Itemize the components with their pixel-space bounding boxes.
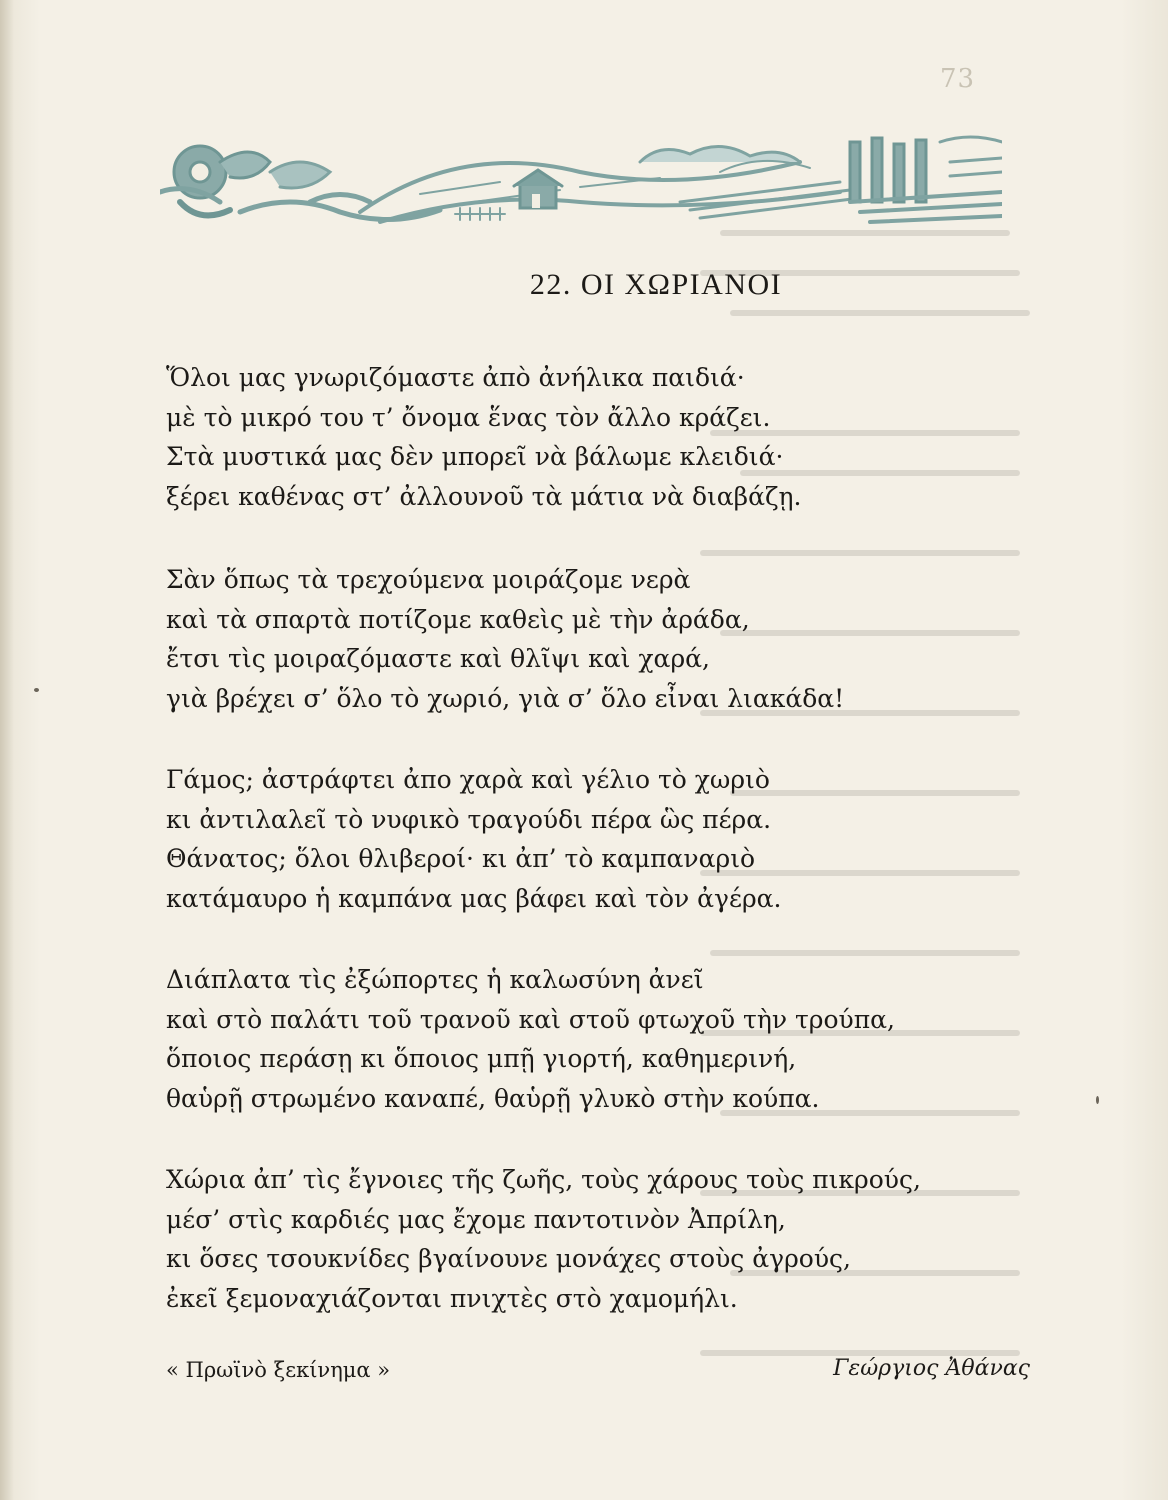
stanza-2 [166, 560, 1046, 718]
spine-shadow [0, 0, 14, 1500]
verse-line: κι ἀντιλαλεῖ τὸ νυφικὸ τραγούδι πέρα ὣς πέρα. [166, 804, 772, 834]
stanza-3 [166, 760, 1046, 918]
stanza-4 [166, 960, 1046, 1118]
verse-line: Ὅλοι μας γνωριζόμαστε ἀπὸ ἀνήλικα παιδιά· [166, 363, 745, 392]
stanza-5 [166, 1160, 1046, 1318]
stanza-1 [166, 358, 1046, 516]
verse-line: κατάμαυρο ἡ καμπάνα μας βάφει καὶ τὸν ἀγέρα. [166, 883, 782, 913]
verse-line: Σὰν ὅπως τὰ τρεχούμενα μοιράζομε νερὰ [166, 565, 691, 594]
landscape-vignette-icon [160, 132, 1002, 228]
verse-line: Στὰ μυστικά μας δὲν μπορεῖ νὰ βάλωμε κλειδιά· [166, 442, 784, 471]
verse-line: καὶ στὸ παλάτι τοῦ τρανοῦ καὶ στοῦ φτωχοῦ τὴν τρούπα, [166, 1004, 896, 1034]
verse-line: ὅποιος περάσῃ κι ὅποιος μπῇ γιορτή, καθημερινή, [166, 1044, 797, 1073]
verse-line: κι ὅσες τσουκνίδες βγαίνουνε μονάχες στοὺς ἀγρούς, [166, 1244, 851, 1273]
verse-line: μὲ τὸ μικρό του τ’ ὄνομα ἕνας τὸν ἄλλο κράζει. [166, 402, 771, 432]
source-title: « Πρωϊνὸ ξεκίνημα » [166, 1358, 391, 1382]
verse-line: μέσ’ στὶς καρδιές μας ἔχομε παντοτινὸν Ἀπρίλη, [166, 1204, 786, 1234]
poem-title: 22. ΟΙ ΧΩΡΙΑΝΟΙ [529, 268, 783, 301]
paper-speck [1096, 1096, 1099, 1104]
verse-line: γιὰ βρέχει σ’ ὅλο τὸ χωριό, γιὰ σ’ ὅλο εἶναι λιακάδα! [166, 683, 845, 713]
verse-line: ξέρει καθένας στ’ ἀλλουνοῦ τὰ μάτια νὰ διαβάζῃ. [166, 481, 802, 511]
verse-line: Χώρια ἀπ’ τὶς ἔγνοιες τῆς ζωῆς, τοὺς χάρους τοὺς πικρούς, [166, 1165, 921, 1194]
verse-line: ἔτσι τὶς μοιραζόμαστε καὶ θλῖψι καὶ χαρά, [166, 644, 710, 673]
paper-speck [34, 688, 39, 692]
verse-line: θαὑρῇ στρωμένο καναπέ, θαὑρῇ γλυκὸ στὴν κούπα. [166, 1083, 820, 1113]
verse-line: καὶ τὰ σπαρτὰ ποτίζομε καθεὶς μὲ τὴν ἀράδα, [166, 604, 750, 634]
verse-line: Θάνατος; ὅλοι θλιβεροί· κι ἀπ’ τὸ καμπαναριὸ [166, 844, 756, 873]
verse-line: Γάμος; ἀστράφτει ἀπο χαρὰ καὶ γέλιο τὸ χωριὸ [166, 765, 770, 794]
verse-line: ἐκεῖ ξεμοναχιάζονται πνιχτὲς στὸ χαμομήλι. [166, 1283, 738, 1313]
verse-line: Διάπλατα τὶς ἐξώπορτες ἡ καλωσύνη ἀνεῖ [166, 965, 704, 994]
author-name: Γεώργιος Ἀθάνας [833, 1356, 1030, 1381]
page-number: 73 [940, 64, 976, 94]
